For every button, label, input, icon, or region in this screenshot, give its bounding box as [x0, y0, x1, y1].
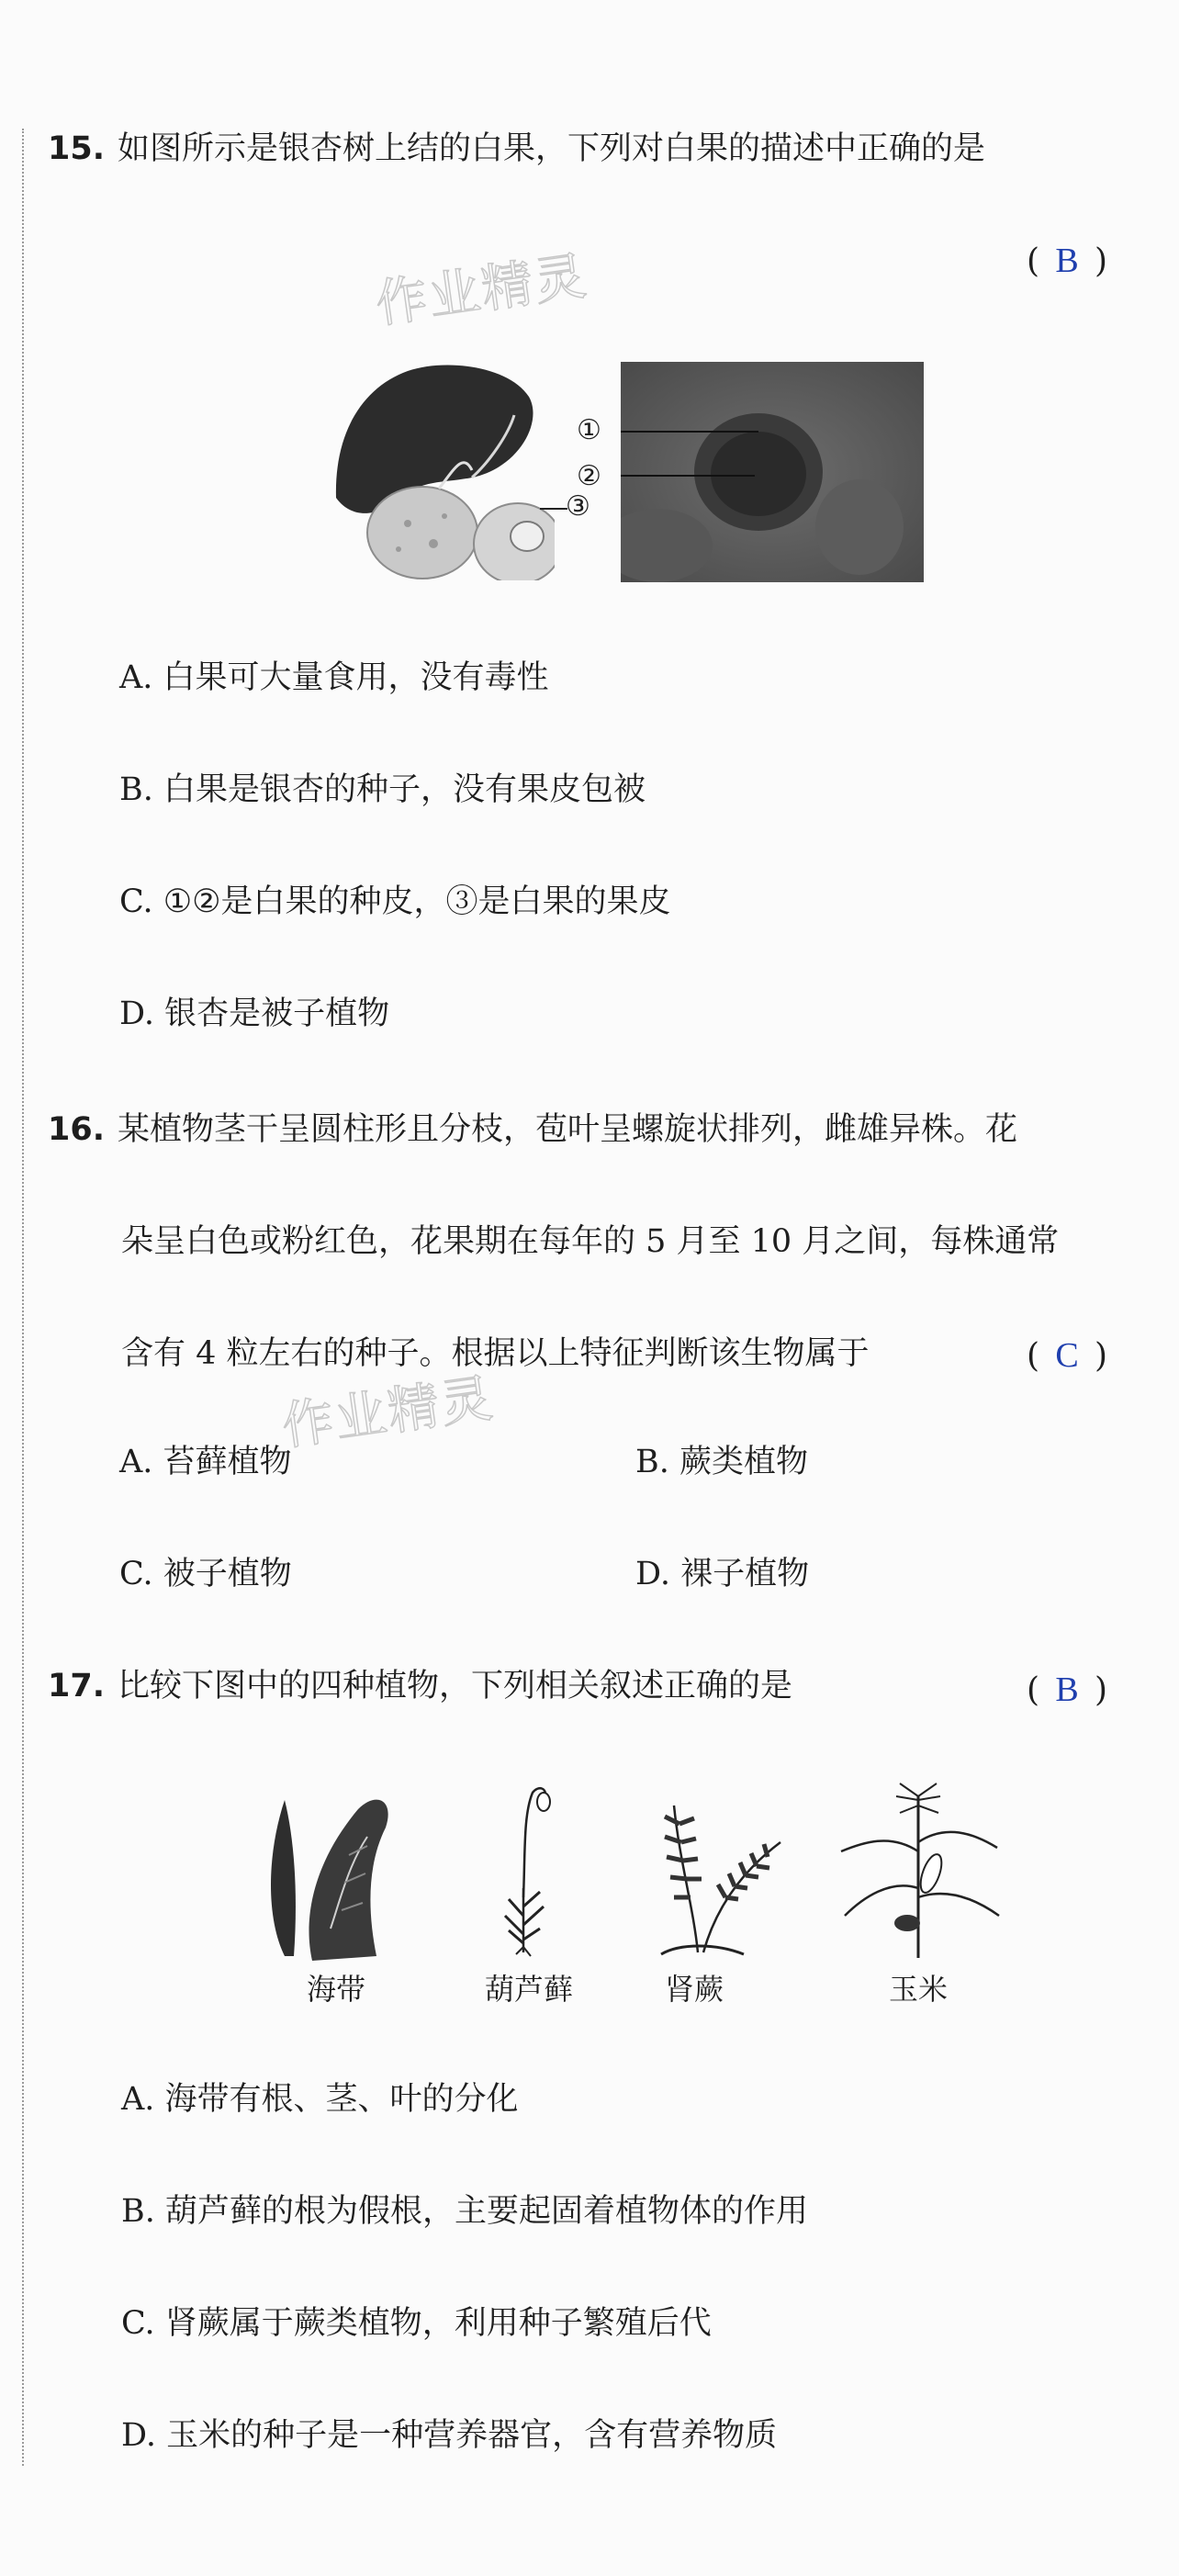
q17-option-a: A. 海带有根、茎、叶的分化	[121, 2081, 519, 2118]
watermark-1: 作业精灵	[372, 246, 592, 335]
q16-answer: ( C )	[1027, 1336, 1108, 1375]
q15-leader-line-3	[540, 503, 567, 514]
ginkgo-leaf-and-nuts-photo	[334, 360, 555, 580]
q16-option-b: B. 蕨类植物	[635, 1444, 808, 1480]
q15-option-c: C. ①②是白果的种皮，③是白果的果皮	[119, 883, 671, 920]
caption-moss: 葫芦藓	[484, 1972, 573, 2007]
q15-label-2: ②	[577, 460, 601, 492]
q17-option-c: C. 肾蕨属于蕨类植物，利用种子繁殖后代	[121, 2305, 712, 2342]
q16-stem-line-1: 16. 某植物茎干呈圆柱形且分枝，苞叶呈螺旋状排列，雌雄异株。花	[48, 1111, 1018, 1148]
q17-option-b: B. 葫芦藓的根为假根，主要起固着植物体的作用	[121, 2193, 808, 2230]
caption-kelp: 海带	[306, 1972, 365, 2007]
q15-label-3: ③	[566, 490, 590, 523]
q16-option-d: D. 裸子植物	[635, 1556, 810, 1592]
q15-number: 15.	[48, 130, 106, 167]
caption-corn: 玉米	[888, 1972, 948, 2007]
q15-stem	[48, 129, 985, 169]
q15-stem-text: 如图所示是银杏树上结的白果，下列对白果的描述中正确的是	[118, 130, 986, 167]
q15-label-1: ①	[577, 414, 601, 446]
q17-stem: 17. 比较下图中的四种植物，下列相关叙述正确的是	[48, 1668, 793, 1704]
ginkgo-seed-section-photo	[621, 362, 924, 582]
moss-illustration	[496, 1778, 560, 1962]
q15-answer: ( B )	[1027, 242, 1108, 280]
q17-answer: ( B )	[1027, 1670, 1108, 1709]
q16-answer-letter: C	[1055, 1336, 1079, 1375]
binding-margin-line	[22, 129, 24, 2466]
fern-illustration	[643, 1778, 790, 1962]
q15-option-d: D. 银杏是被子植物	[119, 996, 390, 1032]
watermark-2: 作业精灵	[278, 1368, 499, 1457]
q15-option-b: B. 白果是银杏的种子，没有果皮包被	[119, 771, 646, 808]
q16-option-a: A. 苔藓植物	[119, 1444, 292, 1480]
q17-answer-letter: B	[1055, 1670, 1079, 1709]
q16-option-c: C. 被子植物	[119, 1556, 292, 1592]
q16-stem-line-2: 朵呈白色或粉红色，花果期在每年的 5 月至 10 月之间，每株通常	[121, 1223, 1060, 1260]
q15-option-a: A. 白果可大量食用，没有毒性	[119, 659, 549, 696]
kelp-illustration	[257, 1782, 413, 1965]
q17-option-d: D. 玉米的种子是一种营养器官，含有营养物质	[121, 2417, 778, 2454]
corn-illustration	[836, 1778, 1001, 1962]
caption-fern: 肾蕨	[664, 1972, 724, 2007]
q16-stem-line-3: 含有 4 粒左右的种子。根据以上特征判断该生物属于	[121, 1335, 870, 1372]
q17-number: 17.	[48, 1668, 106, 1704]
q15-answer-letter: B	[1055, 242, 1079, 280]
q16-number: 16.	[48, 1111, 106, 1148]
